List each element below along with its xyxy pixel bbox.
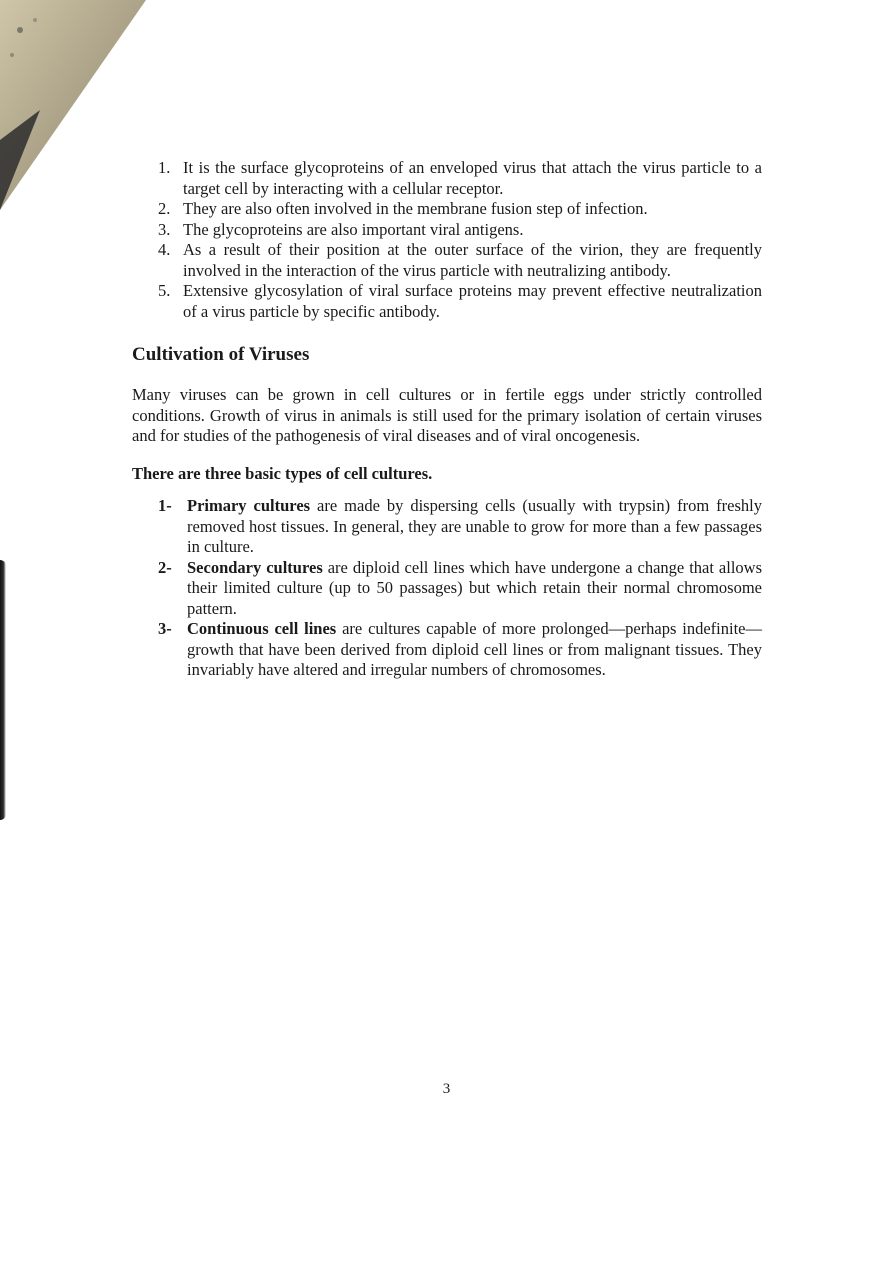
- list-item: 1. It is the surface glycoproteins of an enveloped virus that attach the virus particle to a target cell by interacting with a cellular receptor.: [158, 158, 762, 198]
- list-item: 3. The glycoproteins are also important viral antigens.: [158, 219, 524, 239]
- scan-corner-shadow: [0, 0, 150, 220]
- list-item: 5. Extensive glycosylation of viral surface proteins may prevent effective neutralization of a virus particle by specific antibody.: [158, 281, 762, 321]
- term-continuous-cell-lines: Continuous cell lines: [187, 619, 337, 638]
- list-item: 3- Continuous cell lines are cultures capable of more prolonged—perhaps indefinite—growth that have been derived from diploid cell lines or from malignant tissues. They invariably have altered and irregular numbers of chromosomes.: [158, 619, 763, 679]
- list-item: 2- Secondary cultures are diploid cell lines which have undergone a change that allows their limited culture (up to 50 passages) but which retain their normal chromosome pattern.: [158, 557, 762, 618]
- section-title: Cultivation of Viruses: [132, 344, 310, 365]
- culture-types-subheading: There are three basic types of cell cultures.: [132, 463, 433, 483]
- intro-paragraph: Many viruses can be grown in cell cultures or in fertile eggs under strictly controlled conditions. Growth of virus in animals is still used for the primary isolation of certain viruses and for studies of the pathogenesis of viral diseases and of viral oncogenesis.: [132, 385, 762, 445]
- list-item: 2. They are also often involved in the membrane fusion step of infection.: [158, 199, 648, 218]
- list-item: 1- Primary cultures are made by dispersing cells (usually with trypsin) from freshly removed host tissues. In general, they are unable to grow for more than a few passages in culture.: [158, 496, 762, 556]
- page-content: [132, 158, 762, 681]
- list-item: 4. As a result of their position at the outer surface of the virion, they are frequently involved in the interaction of the virus particle with neutralizing antibody.: [158, 240, 762, 280]
- term-primary-cultures: Primary cultures: [187, 496, 311, 515]
- term-secondary-cultures: Secondary cultures: [187, 557, 323, 577]
- glycoprotein-list: [132, 158, 762, 322]
- culture-types-list: [132, 496, 762, 681]
- page-number: 3: [442, 1081, 451, 1097]
- scan-left-edge: [0, 560, 6, 820]
